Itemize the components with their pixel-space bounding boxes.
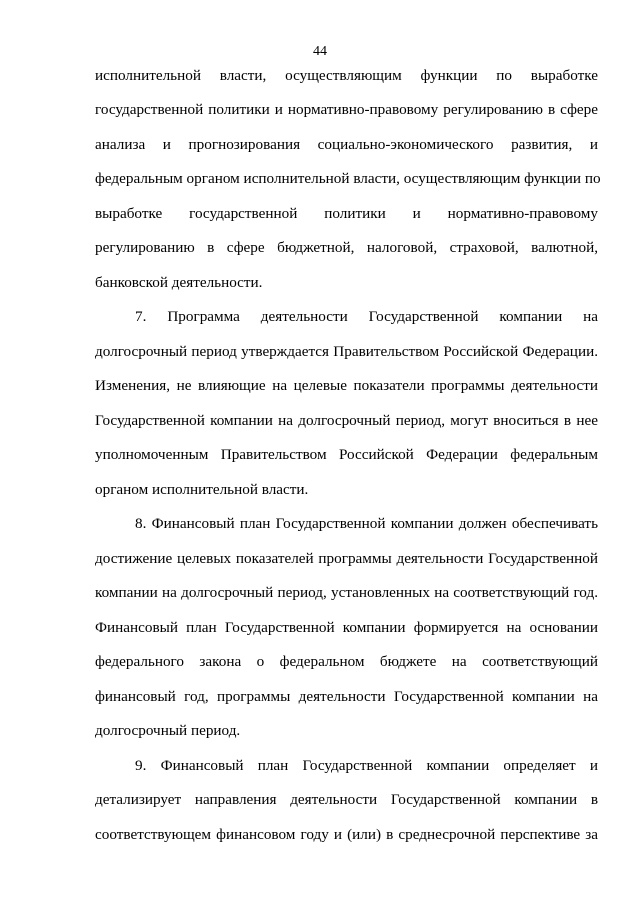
text-line: детализирует направления деятельности Государственной компании в [95, 791, 598, 808]
text-line: регулированию в сфере бюджетной, налоговой, страховой, валютной, [95, 239, 598, 256]
text-line: Государственной компании на долгосрочный период, могут вноситься в нее [95, 412, 598, 429]
page-number: 44 [313, 44, 327, 59]
text-line: Изменения, не влияющие на целевые показатели программы деятельности [95, 377, 598, 394]
text-line: федеральным органом исполнительной власти, осуществляющим функции по [95, 170, 601, 187]
text-line: государственной политики и нормативно-правовому регулированию в сфере [95, 101, 598, 118]
text-line: выработке государственной политики и нормативно-правовому [95, 205, 598, 222]
text-line: достижение целевых показателей программы деятельности Государственной [95, 550, 598, 567]
text-line: компании на долгосрочный период, установленных на соответствующий год. [95, 584, 598, 601]
text-line: анализа и прогнозирования социально-экономического развития, и [95, 136, 598, 153]
text-line: финансовый год, программы деятельности Государственной компании на [95, 688, 598, 705]
paragraph-9-first-line: 9. Финансовый план Государственной компании определяет и [135, 757, 598, 774]
text-line: долгосрочный период. [95, 722, 241, 739]
text-line: долгосрочный период утверждается Правительством Российской Федерации. [95, 343, 598, 360]
text-line: уполномоченным Правительством Российской Федерации федеральным [95, 446, 598, 463]
text-line: органом исполнительной власти. [95, 481, 309, 498]
text-line: соответствующем финансовом году и (или) в среднесрочной перспективе за [95, 826, 598, 843]
paragraph-7-first-line: 7. Программа деятельности Государственной компании на [135, 308, 598, 325]
text-line: исполнительной власти, осуществляющим функции по выработке [95, 67, 598, 84]
text-line: банковской деятельности. [95, 274, 263, 291]
text-line: федерального закона о федеральном бюджете на соответствующий [95, 653, 598, 670]
paragraph-8-first-line: 8. Финансовый план Государственной компании должен обеспечивать [135, 515, 598, 532]
text-line: Финансовый план Государственной компании формируется на основании [95, 619, 598, 636]
